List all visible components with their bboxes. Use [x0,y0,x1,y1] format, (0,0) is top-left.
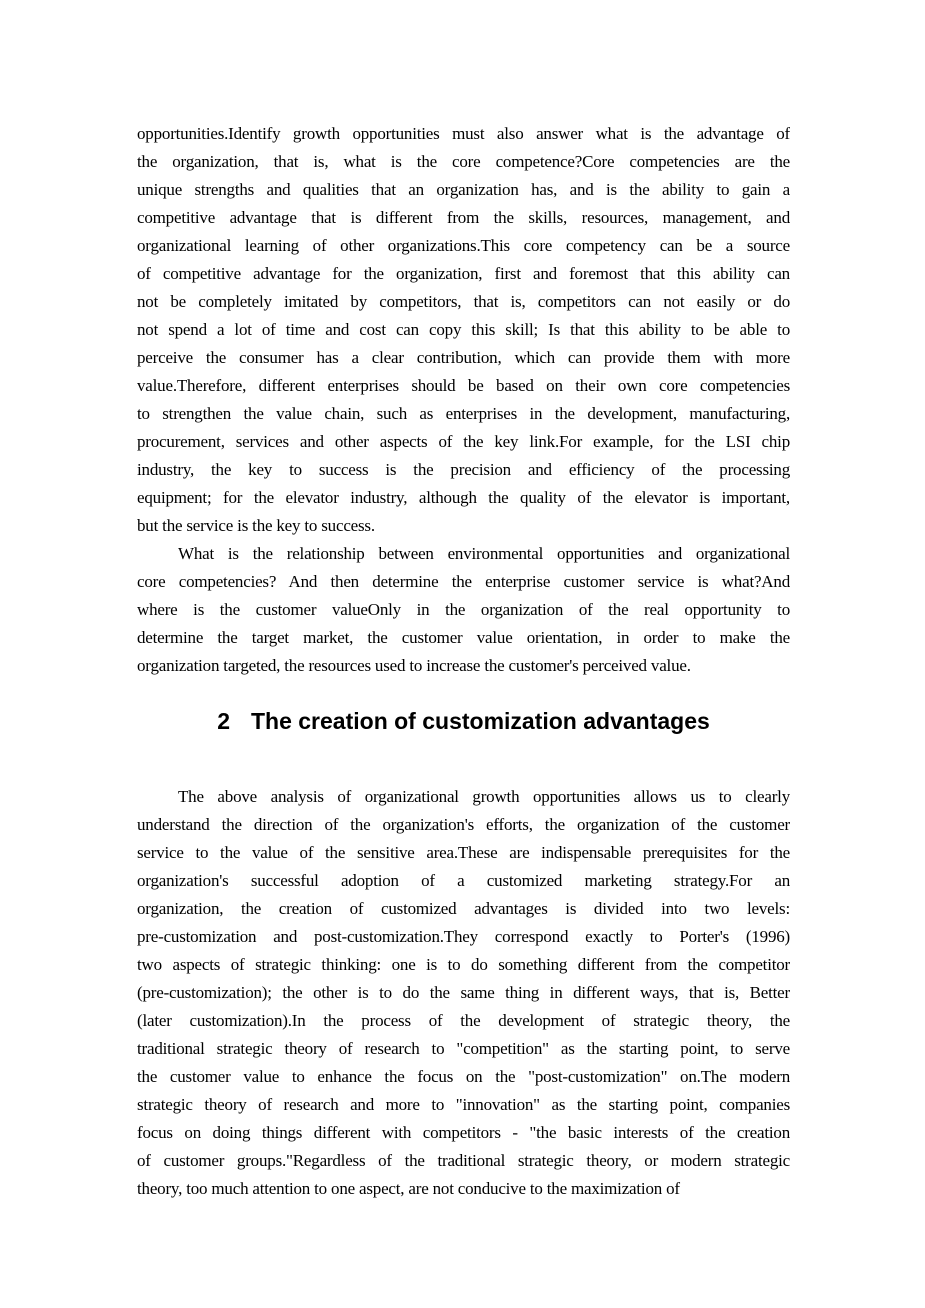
text-line: organizational learning of other organizations.This core competency can be a source [137,236,790,255]
text-line: competitive advantage that is different from the skills, resources, management, and [137,208,790,227]
text-line: procurement, services and other aspects of the key link.For example, for the LSI chip [137,432,790,451]
text-line: perceive the consumer has a clear contribution, which can provide them with more [137,348,790,367]
document-content [137,120,790,1203]
text-line: service to the value of the sensitive area.These are indispensable prerequisites for the [137,843,790,862]
text-line: organization's successful adoption of a customized marketing strategy.For an [137,871,790,890]
section-heading [137,706,790,736]
text-line: The above analysis of organizational growth opportunities allows us to clearly [178,787,790,806]
section-title: The creation of customization advantages [250,708,710,734]
text-line: of competitive advantage for the organization, first and foremost that this ability can [137,264,790,283]
text-line: to strengthen the value chain, such as enterprises in the development, manufacturing, [137,404,790,423]
text-line: opportunities.Identify growth opportunities must also answer what is the advantage of [137,124,790,143]
text-line: the customer value to enhance the focus on the "post-customization" on.The modern [137,1067,790,1086]
paragraph-continued [137,120,790,540]
text-line: traditional strategic theory of research to "competition" as the starting point, to serve [137,1039,790,1058]
text-line: the organization, that is, what is the core competence?Core competencies are the [137,152,790,171]
text-line: organization, the creation of customized advantages is divided into two levels: [137,899,790,918]
text-line: theory, too much attention to one aspect, are not conducive to the maximization of [137,1179,680,1198]
text-line: organization targeted, the resources used to increase the customer's perceived value. [137,656,691,675]
text-line: where is the customer valueOnly in the organization of the real opportunity to [137,600,790,619]
text-line: two aspects of strategic thinking: one is to do something different from the competitor [137,955,790,974]
text-line: not be completely imitated by competitors, that is, competitors can not easily or do [137,292,790,311]
text-line: of customer groups."Regardless of the traditional strategic theory, or modern strategic [137,1151,790,1170]
text-line: What is the relationship between environmental opportunities and organizational [178,544,790,563]
text-line: but the service is the key to success. [137,516,375,535]
paragraph-customer-value [137,540,790,680]
text-line: strategic theory of research and more to "innovation" as the starting point, companies [137,1095,790,1114]
text-line: understand the direction of the organization's efforts, the organization of the customer [137,815,790,834]
text-line: not spend a lot of time and cost can copy this skill; Is that this ability to be able to [137,320,790,339]
text-line: industry, the key to success is the precision and efficiency of the processing [137,460,790,479]
text-line: (later customization).In the process of the development of strategic theory, the [137,1011,790,1030]
text-line: (pre-customization); the other is to do the same thing in different ways, that is, Better [137,983,790,1002]
text-line: equipment; for the elevator industry, although the quality of the elevator is important, [137,488,790,507]
section-number: 2 [217,708,230,734]
text-line: core competencies? And then determine the enterprise customer service is what?And [137,572,790,591]
text-line: value.Therefore, different enterprises should be based on their own core competencies [137,376,790,395]
paragraph-customization-advantages [137,783,790,1203]
text-line: unique strengths and qualities that an organization has, and is the ability to gain a [137,180,790,199]
text-line: focus on doing things different with competitors - "the basic interests of the creation [137,1123,790,1142]
text-line: determine the target market, the customer value orientation, in order to make the [137,628,790,647]
text-line: pre-customization and post-customization.They correspond exactly to Porter's (1996) [137,927,790,946]
